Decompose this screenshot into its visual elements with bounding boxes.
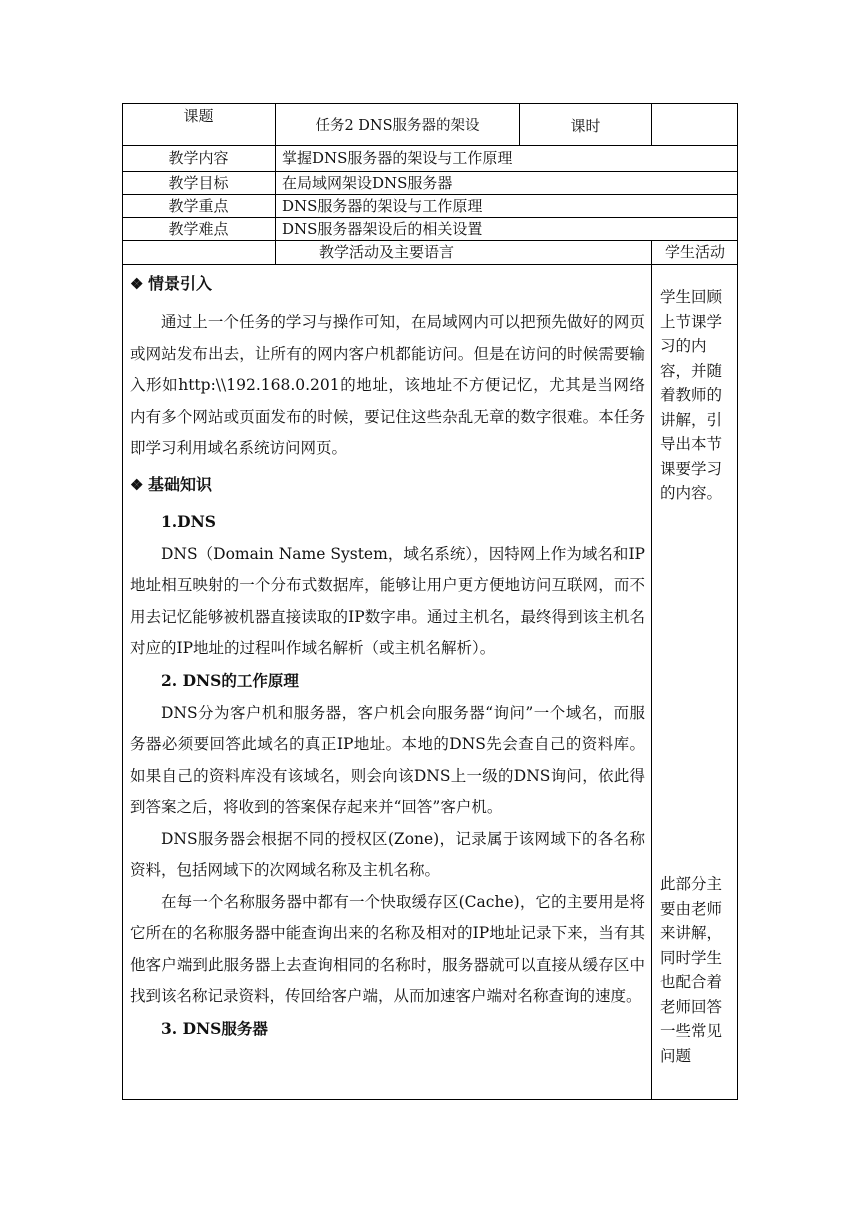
row-value: DNS服务器架设后的相关设置 (282, 220, 483, 238)
paragraph: DNS（Domain Name System，域名系统），因特网上作为域名和IP地址相互映射的一个分布式数据库，能够让用户更方便地访问互联网，而不用去记忆能够被机器直接读取的IP数字串。通过主机名，最终得到该主机名对应的IP地址的过程叫作域名解析（或主机名解析）。 (130, 544, 645, 657)
row-label: 教学内容 (168, 149, 229, 167)
student-activity-note: 学生回顾上节课学习的内容，并随着教师的讲解，引导出本节课要学习的内容。 (660, 288, 723, 502)
main-column-header: 教学活动及主要语言 (318, 243, 454, 261)
row-label: 教学目标 (168, 174, 229, 192)
row-value: DNS服务器的架设与工作原理 (282, 197, 483, 215)
main-content (130, 265, 645, 1046)
diamond-bullet-icon: ❖ (130, 475, 144, 494)
paragraph: 通过上一个任务的学习与操作可知，在局域网内可以把预先做好的网页或网站发布出去，让所有的网内客户机都能访问。但是在访问的时候需要输入形如http:\\192.168.0.201的地址，该地址不方便记忆，尤其是当网络内有多个网站或页面发布的时候，要记住这些杂乱无章的数字很难。本任务即学习利用域名系统访问网页。 (130, 313, 645, 457)
section-heading (130, 267, 645, 301)
row-divider (122, 145, 738, 146)
sub-heading: 1.DNS (161, 511, 216, 531)
paragraph: 在每一个名称服务器中都有一个快取缓存区(Cache)，它的主要用是将它所在的名称服务器中能查询出来的名称及相对的IP地址记录下来，当有其他客户端到此服务器上去查询相同的名称时，服务器就可以直接从缓存区中找到该名称记录资料，传回给客户端，从而加速客户端对名称查询的速度。 (130, 892, 645, 1005)
row-value: 掌握DNS服务器的架设与工作原理 (282, 149, 513, 167)
topic-value: 任务2 DNS服务器的架设 (315, 118, 480, 134)
col-divider (651, 240, 652, 1100)
hours-label: 课时 (570, 117, 601, 135)
section-title: 基础知识 (148, 474, 213, 494)
row-label: 教学重点 (168, 197, 229, 215)
paragraph: DNS分为客户机和服务器，客户机会向服务器“询问”一个域名，而服务器必须要回答此域名的真正IP地址。本地的DNS先会查自己的资料库。如果自己的资料库没有该域名，则会向该DNS上一级的DNS询问，依此得到答案之后，将收到的答案保存起来并“回答”客户机。 (130, 703, 645, 816)
sub-heading: 2. DNS的工作原理 (161, 670, 299, 690)
topic-label: 课题 (183, 107, 214, 125)
section-heading (130, 468, 645, 502)
diamond-bullet-icon: ❖ (130, 275, 144, 293)
row-divider (122, 194, 738, 195)
section-title: 情景引入 (148, 274, 213, 293)
row-value: 在局域网架设DNS服务器 (282, 174, 453, 192)
paragraph: DNS服务器会根据不同的授权区(Zone)，记录属于该网域下的各名称资料，包括网域下的次网域名称及主机名称。 (130, 829, 645, 879)
row-divider (122, 217, 738, 218)
row-divider (122, 240, 738, 241)
student-activity-note: 此部分主要由老师来讲解，同时学生也配合着老师回答一些常见问题 (660, 875, 723, 1065)
col-divider (651, 103, 652, 145)
row-divider (122, 171, 738, 172)
sub-heading: 3. DNS服务器 (161, 1018, 268, 1038)
row-label: 教学难点 (168, 220, 229, 238)
side-column-header: 学生活动 (664, 243, 725, 261)
